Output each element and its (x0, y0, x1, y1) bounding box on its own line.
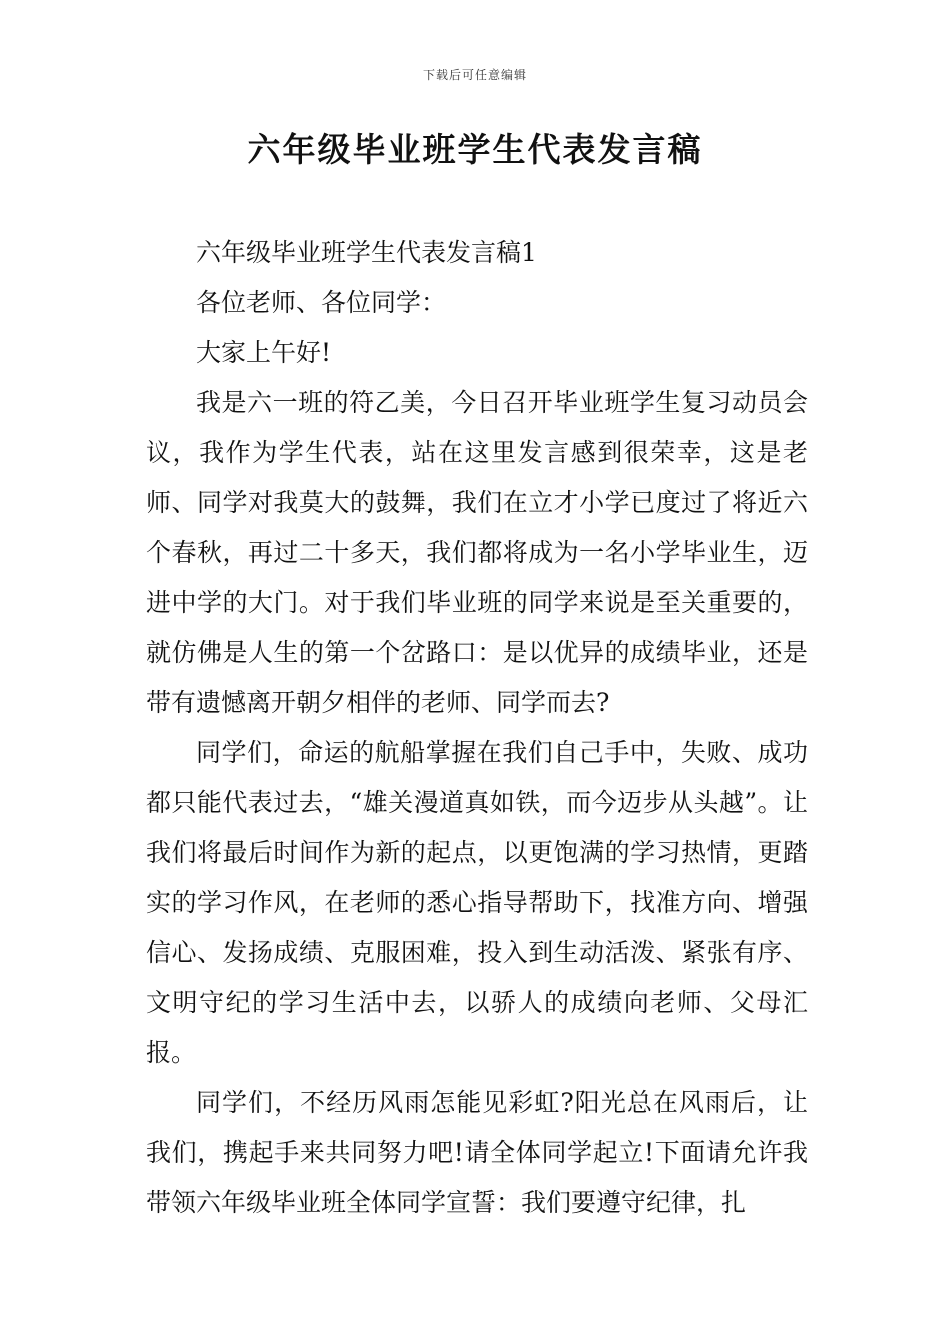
document-title: 六年级毕业班学生代表发言稿 (247, 130, 703, 169)
paragraph-introduction: 我是六一班的符乙美，今日召开毕业班学生复习动员会议，我作为学生代表，站在这里发言感到很荣幸，这是老师、同学对我莫大的鼓舞，我们在立才小学已度过了将近六个春秋，再过二十多天，我们都将成为一名小学毕业生，迈进中学的大门。对于我们毕业班的同学来说是至关重要的，就仿佛是人生的第一个岔路口：是以优异的成绩毕业，还是带有遗憾离开朝夕相伴的老师、同学而去? (146, 388, 808, 717)
document-body (146, 228, 808, 1228)
greeting: 大家上午好! (196, 338, 332, 367)
header-note: 下载后可任意编辑 (422, 68, 527, 82)
salutation: 各位老师、各位同学： (196, 288, 447, 317)
paragraph-encouragement: 同学们，命运的航船掌握在我们自己手中，失败、成功都只能代表过去，“雄关漫道真如铁，而今迈步从头越”。让我们将最后时间作为新的起点，以更饱满的学习热情，更踏实的学习作风，在老师的悉心指导帮助下，找准方向、增强信心、发扬成绩、克服困难，投入到生动活泼、紧张有序、文明守纪的学习生活中去，以骄人的成绩向老师、父母汇报。 (146, 738, 808, 1067)
paragraph-oath: 同学们，不经历风雨怎能见彩虹?阳光总在风雨后，让我们，携起手来共同努力吧!请全体同学起立!下面请允许我带领六年级毕业班全体同学宣誓：我们要遵守纪律，扎 (146, 1088, 808, 1217)
speech-heading: 六年级毕业班学生代表发言稿1 (196, 238, 537, 267)
